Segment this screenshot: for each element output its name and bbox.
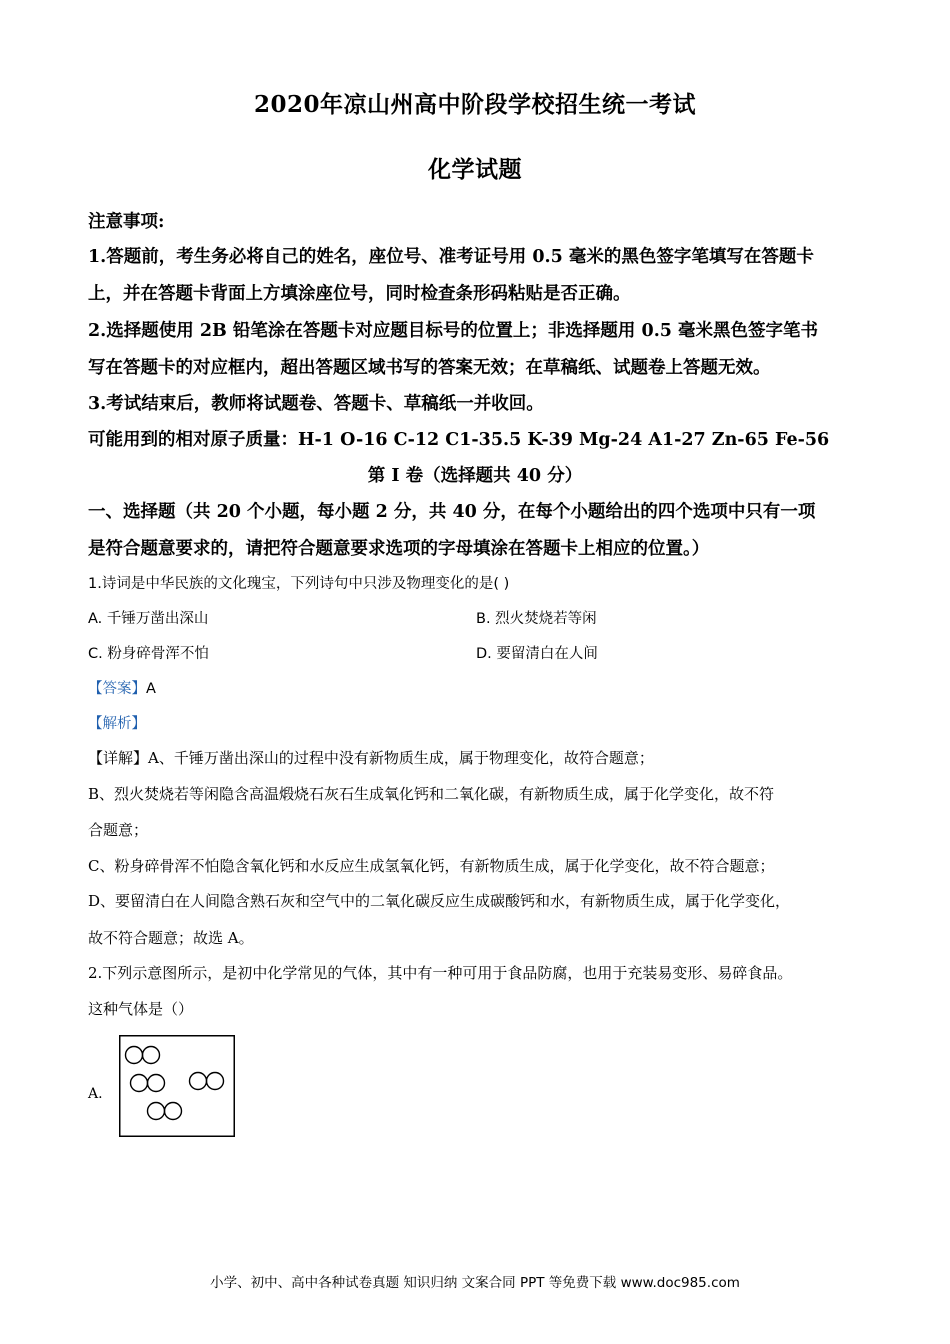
molecule-2-atom-1 xyxy=(131,1075,148,1092)
answer-value: A xyxy=(146,681,156,697)
molecule-1-atom-1 xyxy=(126,1047,143,1064)
analysis-tag: 【解析】 xyxy=(88,716,146,732)
question-1-answer-row xyxy=(88,677,156,698)
question-2-option-a-label: A. xyxy=(88,1086,103,1102)
question-1-option-b: B. 烈火焚烧若等闲 xyxy=(476,611,597,627)
question-1-option-a: A. 千锤万凿出深山 xyxy=(88,611,209,627)
molecule-1-atom-2 xyxy=(143,1047,160,1064)
answer-tag: 【答案】 xyxy=(88,681,146,697)
detail-line-5: D、要留清白在人间隐含熟石灰和空气中的二氧化碳反应生成碳酸钙和水，有新物质生成，属于化学变化， xyxy=(88,892,791,910)
exam-subtitle: 化学试题 xyxy=(428,156,522,183)
detail-line-1: 【详解】A、千锤万凿出深山的过程中没有新物质生成，属于物理变化，故符合题意； xyxy=(88,749,654,767)
detail-line-3: 合题意； xyxy=(88,821,149,839)
question-2-stem-1: 2.下列示意图所示，是初中化学常见的气体，其中有一种可用于食品防腐，也用于充装易变形、易碎食品。 xyxy=(88,964,793,982)
notice-line-2: 上，并在答题卡背面上方填涂座位号，同时检查条形码粘贴是否正确。 xyxy=(88,284,631,304)
detail-line-6: 故不符合题意；故选 A。 xyxy=(88,929,254,947)
detail-line-2: B、烈火焚烧若等闲隐含高温煅烧石灰石生成氧化钙和二氧化碳，有新物质生成，属于化学变化，故不符 xyxy=(88,785,775,803)
molecule-3-atom-1 xyxy=(190,1073,207,1090)
atomic-masses: 可能用到的相对原子质量：H-1 O-16 C-12 C1-35.5 K-39 Mg-24 A1-27 Zn-65 Fe-56 xyxy=(88,430,830,450)
notice-line-3: 2.选择题使用 2B 铅笔涂在答题卡对应题目标号的位置上；非选择题用 0.5 毫米黑色签字笔书 xyxy=(88,321,819,341)
notice-line-4: 写在答题卡的对应框内，超出答题区域书写的答案无效；在草稿纸、试题卷上答题无效。 xyxy=(88,358,771,378)
section-instruction-1: 一、选择题（共 20 个小题，每小题 2 分，共 40 分，在每个小题给出的四个选项中只有一项 xyxy=(88,502,816,522)
detail-line-4: C、粉身碎骨浑不怕隐含氧化钙和水反应生成氢氧化钙，有新物质生成，属于化学变化，故不符合题意； xyxy=(88,857,775,875)
molecule-diagram-a xyxy=(119,1035,235,1137)
molecule-3-atom-2 xyxy=(207,1073,224,1090)
volume-heading: 第 I 卷（选择题共 40 分） xyxy=(367,466,583,486)
question-1-stem: 1.诗词是中华民族的文化瑰宝，下列诗句中只涉及物理变化的是( ) xyxy=(88,576,510,592)
diagram-frame xyxy=(120,1036,235,1137)
notice-line-5: 3.考试结束后，教师将试题卷、答题卡、草稿纸一并收回。 xyxy=(88,394,544,414)
diatomic-molecules xyxy=(126,1047,224,1120)
page-footer: 小学、初中、高中各种试卷真题 知识归纳 文案合同 PPT 等免费下载 www.doc985.com xyxy=(210,1275,740,1291)
molecule-4-atom-2 xyxy=(165,1103,182,1120)
question-1-option-d: D. 要留清白在人间 xyxy=(476,646,598,662)
molecule-2-atom-2 xyxy=(148,1075,165,1092)
question-1-option-c: C. 粉身碎骨浑不怕 xyxy=(88,646,209,662)
exam-title: 2020年凉山州高中阶段学校招生统一考试 xyxy=(253,91,696,118)
question-2-stem-2: 这种气体是（） xyxy=(88,1000,194,1018)
notice-heading: 注意事项: xyxy=(88,212,165,232)
molecule-4-atom-1 xyxy=(148,1103,165,1120)
notice-line-1: 1.答题前，考生务必将自己的姓名，座位号、准考证号用 0.5 毫米的黑色签字笔填写在答题卡 xyxy=(88,247,814,267)
section-instruction-2: 是符合题意要求的，请把符合题意要求选项的字母填涂在答题卡上相应的位置。） xyxy=(88,539,710,559)
